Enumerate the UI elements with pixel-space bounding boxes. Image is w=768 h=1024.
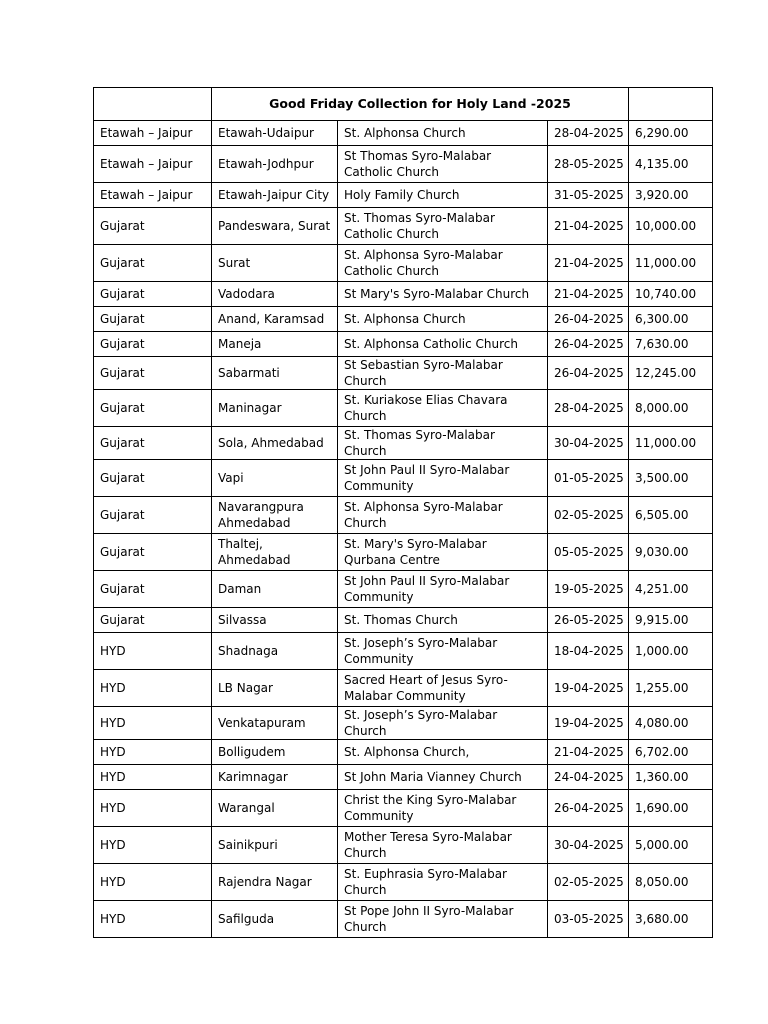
amount-cell: 6,505.00 bbox=[629, 497, 713, 534]
table-row bbox=[94, 571, 713, 608]
table-row bbox=[94, 670, 713, 707]
church-cell: St. Alphonsa Syro-Malabar Catholic Church bbox=[338, 245, 548, 282]
amount-cell: 9,030.00 bbox=[629, 534, 713, 571]
church-cell: St Thomas Syro-Malabar Catholic Church bbox=[338, 146, 548, 183]
place-cell: Vapi bbox=[212, 460, 338, 497]
table-row bbox=[94, 208, 713, 245]
date-cell: 30-04-2025 bbox=[548, 827, 629, 864]
amount-cell: 11,000.00 bbox=[629, 427, 713, 460]
date-cell: 19-04-2025 bbox=[548, 670, 629, 707]
place-cell: Rajendra Nagar bbox=[212, 864, 338, 901]
place-cell: Venkatapuram bbox=[212, 707, 338, 740]
place-cell: Vadodara bbox=[212, 282, 338, 307]
region-cell: Gujarat bbox=[94, 245, 212, 282]
date-cell: 28-05-2025 bbox=[548, 146, 629, 183]
date-cell: 05-05-2025 bbox=[548, 534, 629, 571]
church-cell: St John Paul II Syro-Malabar Community bbox=[338, 460, 548, 497]
date-cell: 26-04-2025 bbox=[548, 332, 629, 357]
place-cell: Sainikpuri bbox=[212, 827, 338, 864]
amount-cell: 1,360.00 bbox=[629, 765, 713, 790]
region-cell: Gujarat bbox=[94, 571, 212, 608]
table-row bbox=[94, 357, 713, 390]
table-title: Good Friday Collection for Holy Land -2025 bbox=[212, 88, 629, 121]
church-cell: St John Paul II Syro-Malabar Community bbox=[338, 571, 548, 608]
region-cell: Etawah – Jaipur bbox=[94, 146, 212, 183]
amount-cell: 7,630.00 bbox=[629, 332, 713, 357]
region-cell: Gujarat bbox=[94, 357, 212, 390]
place-cell: Sola, Ahmedabad bbox=[212, 427, 338, 460]
header-row bbox=[94, 88, 713, 121]
date-cell: 21-04-2025 bbox=[548, 740, 629, 765]
amount-cell: 8,050.00 bbox=[629, 864, 713, 901]
table-row bbox=[94, 534, 713, 571]
amount-cell: 11,000.00 bbox=[629, 245, 713, 282]
church-cell: St. Euphrasia Syro-Malabar Church bbox=[338, 864, 548, 901]
church-cell: St John Maria Vianney Church bbox=[338, 765, 548, 790]
date-cell: 26-04-2025 bbox=[548, 790, 629, 827]
table-row bbox=[94, 827, 713, 864]
place-cell: Shadnaga bbox=[212, 633, 338, 670]
table-row bbox=[94, 460, 713, 497]
region-cell: HYD bbox=[94, 707, 212, 740]
church-cell: St. Alphonsa Catholic Church bbox=[338, 332, 548, 357]
region-cell: Etawah – Jaipur bbox=[94, 121, 212, 146]
region-cell: Etawah – Jaipur bbox=[94, 183, 212, 208]
place-cell: Silvassa bbox=[212, 608, 338, 633]
amount-cell: 1,000.00 bbox=[629, 633, 713, 670]
church-cell: St Sebastian Syro-Malabar Church bbox=[338, 357, 548, 390]
date-cell: 02-05-2025 bbox=[548, 864, 629, 901]
place-cell: Thaltej, Ahmedabad bbox=[212, 534, 338, 571]
table-row bbox=[94, 790, 713, 827]
date-cell: 30-04-2025 bbox=[548, 427, 629, 460]
table-row bbox=[94, 146, 713, 183]
region-cell: HYD bbox=[94, 633, 212, 670]
amount-cell: 3,920.00 bbox=[629, 183, 713, 208]
amount-cell: 8,000.00 bbox=[629, 390, 713, 427]
date-cell: 19-04-2025 bbox=[548, 707, 629, 740]
date-cell: 18-04-2025 bbox=[548, 633, 629, 670]
table-row bbox=[94, 390, 713, 427]
church-cell: Holy Family Church bbox=[338, 183, 548, 208]
church-cell: St. Mary's Syro-Malabar Qurbana Centre bbox=[338, 534, 548, 571]
table-row bbox=[94, 121, 713, 146]
church-cell: St. Kuriakose Elias Chavara Church bbox=[338, 390, 548, 427]
amount-cell: 9,915.00 bbox=[629, 608, 713, 633]
region-cell: Gujarat bbox=[94, 332, 212, 357]
church-cell: St. Alphonsa Church bbox=[338, 307, 548, 332]
table-row bbox=[94, 332, 713, 357]
region-cell: Gujarat bbox=[94, 427, 212, 460]
date-cell: 02-05-2025 bbox=[548, 497, 629, 534]
amount-cell: 12,245.00 bbox=[629, 357, 713, 390]
church-cell: St. Joseph’s Syro-Malabar Community bbox=[338, 633, 548, 670]
amount-cell: 6,290.00 bbox=[629, 121, 713, 146]
amount-cell: 6,702.00 bbox=[629, 740, 713, 765]
collection-table bbox=[93, 87, 713, 938]
table-row bbox=[94, 633, 713, 670]
region-cell: Gujarat bbox=[94, 497, 212, 534]
region-cell: HYD bbox=[94, 670, 212, 707]
date-cell: 31-05-2025 bbox=[548, 183, 629, 208]
table-row bbox=[94, 282, 713, 307]
amount-cell: 4,135.00 bbox=[629, 146, 713, 183]
place-cell: Safilguda bbox=[212, 901, 338, 938]
region-cell: Gujarat bbox=[94, 608, 212, 633]
place-cell: Bolligudem bbox=[212, 740, 338, 765]
amount-cell: 1,255.00 bbox=[629, 670, 713, 707]
table-row bbox=[94, 608, 713, 633]
date-cell: 19-05-2025 bbox=[548, 571, 629, 608]
place-cell: Karimnagar bbox=[212, 765, 338, 790]
date-cell: 28-04-2025 bbox=[548, 390, 629, 427]
table-row bbox=[94, 183, 713, 208]
place-cell: LB Nagar bbox=[212, 670, 338, 707]
place-cell: Etawah-Jaipur City bbox=[212, 183, 338, 208]
place-cell: Maneja bbox=[212, 332, 338, 357]
region-cell: HYD bbox=[94, 765, 212, 790]
region-cell: Gujarat bbox=[94, 460, 212, 497]
table-row bbox=[94, 427, 713, 460]
region-cell: Gujarat bbox=[94, 534, 212, 571]
place-cell: Warangal bbox=[212, 790, 338, 827]
church-cell: St. Thomas Church bbox=[338, 608, 548, 633]
date-cell: 21-04-2025 bbox=[548, 208, 629, 245]
church-cell: St. Thomas Syro-Malabar Catholic Church bbox=[338, 208, 548, 245]
collection-table-body bbox=[94, 88, 713, 938]
date-cell: 26-05-2025 bbox=[548, 608, 629, 633]
region-cell: HYD bbox=[94, 790, 212, 827]
date-cell: 01-05-2025 bbox=[548, 460, 629, 497]
amount-cell: 1,690.00 bbox=[629, 790, 713, 827]
date-cell: 21-04-2025 bbox=[548, 245, 629, 282]
church-cell: Christ the King Syro-Malabar Community bbox=[338, 790, 548, 827]
table-row bbox=[94, 864, 713, 901]
region-cell: Gujarat bbox=[94, 282, 212, 307]
date-cell: 03-05-2025 bbox=[548, 901, 629, 938]
amount-cell: 3,500.00 bbox=[629, 460, 713, 497]
table-row bbox=[94, 901, 713, 938]
amount-cell: 10,740.00 bbox=[629, 282, 713, 307]
amount-cell: 4,251.00 bbox=[629, 571, 713, 608]
amount-cell: 10,000.00 bbox=[629, 208, 713, 245]
church-cell: St. Alphonsa Church bbox=[338, 121, 548, 146]
place-cell: Surat bbox=[212, 245, 338, 282]
header-blank-cell bbox=[629, 88, 713, 121]
table-row bbox=[94, 245, 713, 282]
table-row bbox=[94, 497, 713, 534]
church-cell: St. Alphonsa Syro-Malabar Church bbox=[338, 497, 548, 534]
region-cell: Gujarat bbox=[94, 390, 212, 427]
place-cell: Maninagar bbox=[212, 390, 338, 427]
table-row bbox=[94, 765, 713, 790]
table-row bbox=[94, 307, 713, 332]
church-cell: St. Joseph’s Syro-Malabar Church bbox=[338, 707, 548, 740]
table-row bbox=[94, 707, 713, 740]
church-cell: St. Thomas Syro-Malabar Church bbox=[338, 427, 548, 460]
place-cell: Sabarmati bbox=[212, 357, 338, 390]
place-cell: Etawah-Jodhpur bbox=[212, 146, 338, 183]
date-cell: 24-04-2025 bbox=[548, 765, 629, 790]
church-cell: St. Alphonsa Church, bbox=[338, 740, 548, 765]
church-cell: St Mary's Syro-Malabar Church bbox=[338, 282, 548, 307]
date-cell: 28-04-2025 bbox=[548, 121, 629, 146]
church-cell: St Pope John II Syro-Malabar Church bbox=[338, 901, 548, 938]
region-cell: HYD bbox=[94, 827, 212, 864]
date-cell: 21-04-2025 bbox=[548, 282, 629, 307]
place-cell: Etawah-Udaipur bbox=[212, 121, 338, 146]
amount-cell: 3,680.00 bbox=[629, 901, 713, 938]
place-cell: Navarangpura Ahmedabad bbox=[212, 497, 338, 534]
region-cell: HYD bbox=[94, 901, 212, 938]
amount-cell: 5,000.00 bbox=[629, 827, 713, 864]
church-cell: Mother Teresa Syro-Malabar Church bbox=[338, 827, 548, 864]
place-cell: Anand, Karamsad bbox=[212, 307, 338, 332]
date-cell: 26-04-2025 bbox=[548, 307, 629, 332]
region-cell: Gujarat bbox=[94, 307, 212, 332]
place-cell: Daman bbox=[212, 571, 338, 608]
table-row bbox=[94, 740, 713, 765]
region-cell: Gujarat bbox=[94, 208, 212, 245]
date-cell: 26-04-2025 bbox=[548, 357, 629, 390]
amount-cell: 6,300.00 bbox=[629, 307, 713, 332]
amount-cell: 4,080.00 bbox=[629, 707, 713, 740]
header-blank-cell bbox=[94, 88, 212, 121]
region-cell: HYD bbox=[94, 864, 212, 901]
church-cell: Sacred Heart of Jesus Syro-Malabar Community bbox=[338, 670, 548, 707]
place-cell: Pandeswara, Surat bbox=[212, 208, 338, 245]
region-cell: HYD bbox=[94, 740, 212, 765]
